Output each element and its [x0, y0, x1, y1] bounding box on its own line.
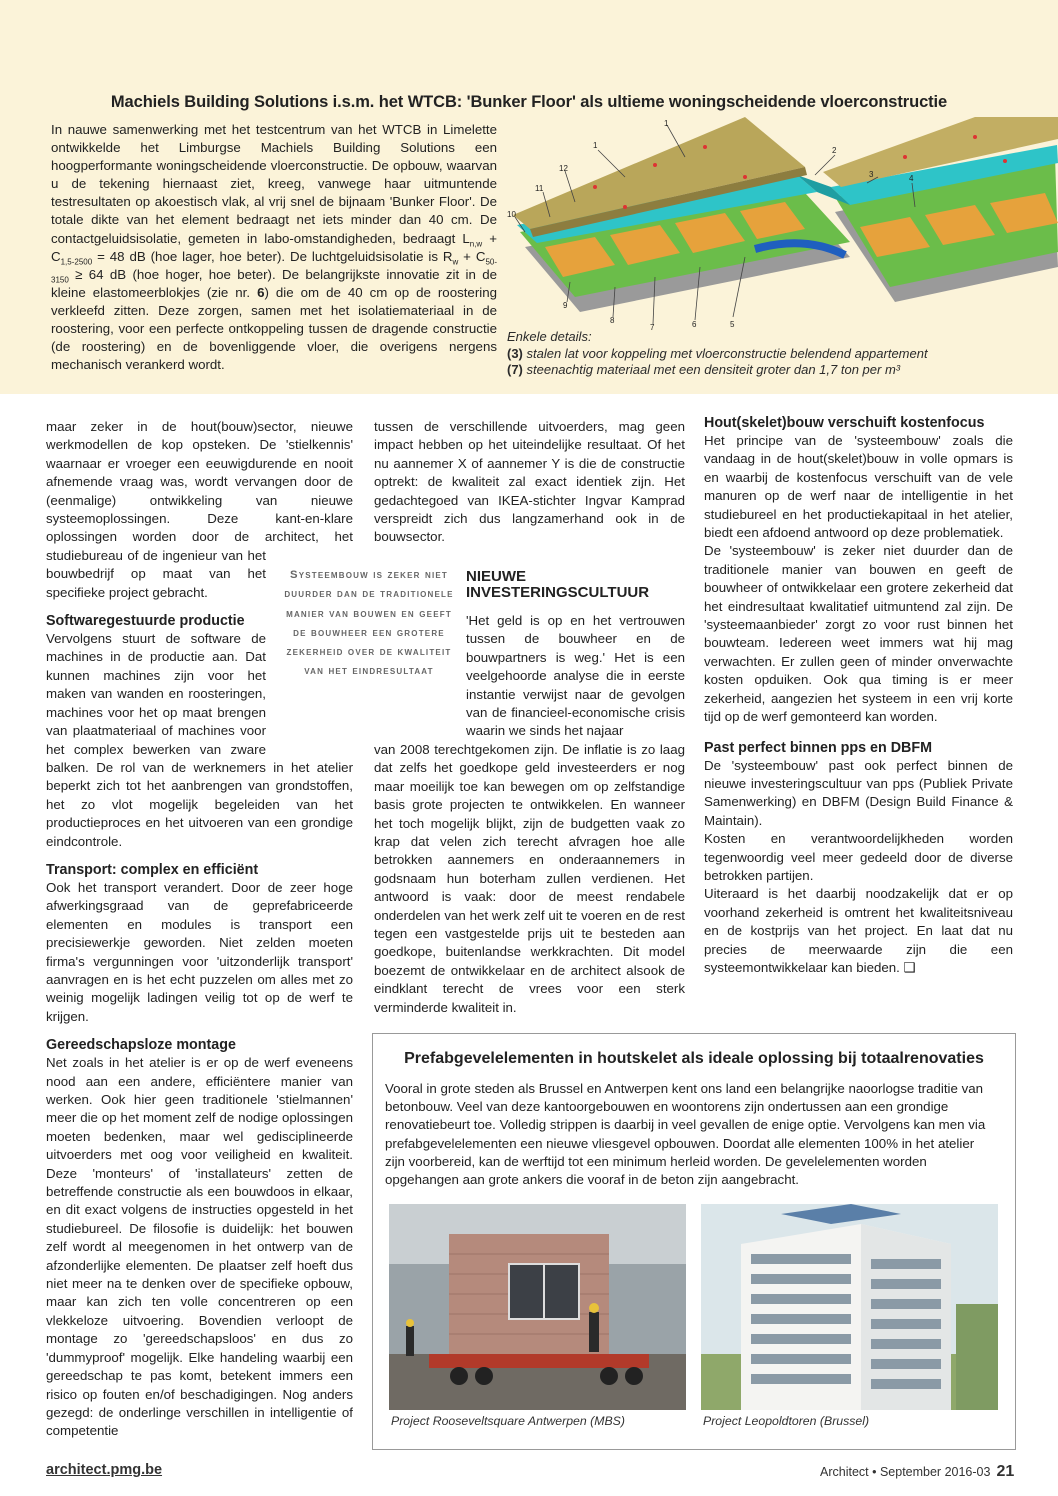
footer-issue: Architect • September 2016-03 21: [820, 1463, 1015, 1480]
box-title: Prefabgevelelementen in houtskelet als ideale oplossing bij totaalrenovaties: [404, 1050, 984, 1067]
drawing-label: 8: [610, 316, 615, 325]
drawing-label: 9: [563, 301, 568, 310]
paragraph: 'Het geld is op en het vertrouwen tussen de bouwheer en de bouwpartners is weg.' Het is een veelgehoorde analyse die in eerste instantie verwijst naar de gevolgen van de financieel-economische crisis waarin we sinds het najaar: [466, 613, 685, 739]
paragraph: van 2008 terechtgekomen zijn. De inflatie is zo laag dat zelfs het goedkope geld investeerders er nog maar moeilijk toe kan bewegen om op zelfstandige basis grote projecten te ontwikkelen. En wanneer het toch mogelijk blijkt, zijn de budgetten vaak zo krap dat velen zich terecht afvragen hoe alle betrokken aannemers en onderaannemers in godsnaam hun boterham zullen verdienen. Het antwoord is vaak: door de meest rendabele onderdelen van het werk zelf uit te voeren en de rest tegen een vastgestelde prijs uit te besteden aan goedkope, buitenlandse werkkrachten. Dit model boezemt de ontwikkelaar en de architect alsook de eindklant terecht de vrees voor een sterk verminderde kwaliteit in.: [374, 742, 685, 1015]
drawing-label: 1: [664, 119, 669, 128]
drawing-label: 7: [650, 323, 655, 332]
drawing-details: [507, 329, 1057, 379]
detail-item: (7) steenachtig materiaal met een densiteit groter dan 1,7 ton per m³: [507, 362, 901, 377]
detail-item: (3) stalen lat voor koppeling met vloerconstructie belendend appartement: [507, 345, 928, 361]
paragraph: Vervolgens stuurt de software de machines in de productie aan. Dat kunnen machines zijn voor het maken van wanden en roosteringen, machines voor het op maat brengen van plaatmateriaal of machines voor het complex bewerken van zware balken. De rol van de werknemers in het atelier beperkt zich tot het aanbrengen van grondstoffen, het zo vlot mogelijk begeleiden van het productieproces en het uitvoeren van een grondige eindcontrole.: [46, 631, 353, 849]
photo-rooseveltsquare: [389, 1204, 686, 1410]
page-number: 21: [996, 1463, 1015, 1480]
heading-nieuwe: NIEUWE INVESTERINGSCULTUUR: [466, 568, 650, 601]
drawing-label: 1: [593, 141, 598, 150]
paragraph: Uiteraard is het daarbij noodzakelijk dat er op voorhand zekerheid is omtrent het kwaliteitsniveau en de kostprijs van het project. En laat dat nu precies de meerwaarde zijn die een systeemontwikkelaar kan bieden. ❑: [704, 886, 1013, 975]
paragraph: De 'systeembouw' is zeker niet duurder dan de traditionele manier van bouwen en geeft de bouwheer of ontwikkelaar een grotere zekerheid dat het eindresultaat kwalitatief uitmuntend zal zijn. De 'systeemaanbieder' zorgt zo voor rust binnen het bouwteam. Iedereen weet immers wat hij mag verwachten. Er zullen geen of minder onverwachte kosten opduiken. Ook qua timing is er meer zekerheid, aangezien het systeem in een vrij korte tijd op de werf gemonteerd kan worden.: [704, 543, 1013, 725]
drawing-label: 3: [869, 170, 874, 179]
footer-site-link[interactable]: architect.pmg.be: [46, 1462, 163, 1478]
column-2-narrow: [466, 612, 685, 741]
paragraph: Het principe van de 'systeembouw' zoals die vandaag in de hout(skelet)bouw in volle opmars is en waarbij de kostenfocus verschuift van de vele manuren op de werf naar de intelligentie in het studiebureel en het productiekapitaal in het atelier, biedt een afdoend antwoord op deze problematiek.: [704, 433, 1013, 541]
heading-transport: Transport: complex en efficiënt: [46, 861, 259, 878]
paragraph: Kosten en verantwoordelijkheden worden tegenwoordig veel meer gedeeld door de diverse betrokken partijen.: [704, 831, 1013, 883]
drawing-label: 10: [507, 210, 516, 219]
caption-rooseveltsquare: Project Rooseveltsquare Antwerpen (MBS): [391, 1414, 625, 1428]
drawing-label: 12: [559, 164, 568, 173]
drawing-label: 6: [692, 320, 697, 329]
heading-software: Softwaregestuurde productie: [46, 613, 245, 630]
drawing-label: 2: [832, 146, 837, 155]
prefab-box: [372, 1033, 1016, 1450]
column-2-top: [374, 418, 685, 547]
caption-leopoldtoren: Project Leopoldtoren (Brussel): [703, 1414, 870, 1428]
column-3: [704, 414, 1013, 977]
details-heading: Enkele details:: [507, 329, 592, 344]
hero-title: Machiels Building Solutions i.s.m. het WTCB: 'Bunker Floor' als ultieme woningscheidende vloerconstructie: [110, 93, 948, 111]
paragraph: Ook het transport verandert. Door de zeer hoge afwerkingsgraad van de geprefabriceerde elementen en modules is transport een precisiewerkje geworden. Niet zelden moeten firma's vergunningen voor 'uitzonderlijk transport' aanvragen en is het echt puzzelen om alles met zo weinig mogelijk ladingen veilig tot op de werf te krijgen.: [46, 879, 353, 1024]
heading-hout: Hout(skelet)bouw verschuift kostenfocus: [704, 415, 985, 431]
hero-intro: In nauwe samenwerking met het testcentrum van het WTCB in Limelette ontwikkelde het Limburgse Machiels Building Solutions een hoogperformante woningscheidende vloerconstructie. De opbouw, waarvan u de tekening hiernaast ziet, kreeg, vanwege haar uitmuntende testresultaten op akoestisch vlak, al vrij snel de bijnaam 'Bunker Floor'. De totale dikte van het element bedraagt net iets minder dan 40 cm. De contactgeluidsisolatie, gemeten in labo-omstandigheden, bedraagt $L_{n,w} + C_{1,5-2500} = 48$ dB (hoe lager, hoe beter). De luchtgeluidsisolatie is $R_w + C_{50-3150} \ge 64$ dB (hoe hoger, hoe beter). De belangrijkste innovatie zit in de kleine elastomeerblokjes (zie nr. 6) die om de 40 cm op de roostering verkleefd zitten. Deze zorgen, samen met het isolatiemateriaal in de roostering, voor een perfecte ontkoppeling tussen de dragende constructie (de roostering) en de bovenliggende vloer, die overigens nergens mechanisch verankerd wordt.: [51, 122, 497, 373]
paragraph: De 'systeembouw' past ook perfect binnen de nieuwe investeringscultuur van pps (Publiek Private Samenwerking) en DBFM (Design Build Finance & Maintain).: [704, 757, 1013, 828]
box-text: Vooral in grote steden als Brussel en Antwerpen kent ons land een belangrijke naoorlogse traditie van betonbouw. Veel van deze kantoorgebouwen en woontorens zijn ondertussen aan een grondige renovatiebeurt toe. Volledig strippen is daarbij in veel gevallen de enige optie. Vervolgens kan men via prefabgevelelementen een nieuwe vliesgevel opbouwen. Doordat alle elementen 100% in het atelier zijn voorbereid, kan de werftijd tot een minimum herleid worden. De gevelelementen worden opgehangen aan grote ankers die vooraf in de beton zijn aangebracht.: [385, 1081, 986, 1188]
paragraph: maar zeker in de hout(bouw)sector, nieuwe werkmodellen de kop opsteken. De 'stielkennis' waarnaar er vroeger een eeuwigdurende en nooit afnemende vraag was, wordt vervangen door de (eenmalige) ontwikkeling van nieuwe systeemoplossingen. Deze kant-en-klare oplossingen worden door de architect, het studiebureau of de ingenieur van het bouwbedrijf op maat van het specifieke project gebracht.: [46, 419, 353, 600]
heading-pps: Past perfect binnen pps en DBFM: [704, 739, 932, 756]
heading-montage: Gereedschapsloze montage: [46, 1037, 236, 1054]
column-2-wide: [374, 741, 685, 1017]
drawing-label: 4: [909, 174, 914, 183]
pull-quote: Systeembouw is zeker niet duurder dan de traditionele manier van bouwen en geeft de bouwheer een grotere zekerheid over de kwaliteit van het eindresultaat: [284, 569, 454, 678]
photo-leopoldtoren: [701, 1204, 998, 1410]
drawing-label: 5: [730, 320, 735, 329]
drawing-label: 11: [535, 184, 544, 193]
paragraph: Net zoals in het atelier is er op de werf eveneens nood aan een andere, efficiëntere manier van werken. Ook hier geen traditionele 'stielmannen' meer die op het moment zelf de nodige oplossingen moeten bedenken, maar wel gedisciplineerde uitvoerders met oog voor veiligheid en kwaliteit. Deze 'monteurs' of 'installateurs' zetten de betreffende constructie als een bouwdoos in elkaar, en dit exact volgens de instructies opgesteld in het studiebureel. De filosofie is duidelijk: het bouwen zelf wordt al meegenomen in het ontwerp van de afzonderlijke elementen. De plaatser zelf hoeft dus niet meer na te denken over de specifieke opbouw, maar kan zich ten volle concentreren op een vlekkeloze uitvoering. Bovendien verloopt de montage zo 'gereedschapsloos' en dus zo 'dummyproof' mogelijk. Elke handeling waarbij een gereedschap te pas komt, betekent immers een risico op fouten en/of beschadigingen. Nog anders gezegd: de onderlinge verschillen in intelligentie of competentie: [46, 1055, 353, 1439]
bunker-floor-drawing: [505, 117, 1058, 337]
paragraph: tussen de verschillende uitvoerders, mag geen impact hebben op het uiteindelijke resultaat. Of het nu aannemer X of aannemer Y is die de constructie optrekt: de kwaliteit zal exact identiek zijn. Het gedachtegoed van IKEA-stichter Ingvar Kamprad verspreidt zich dus langzamerhand ook in de bouwsector.: [374, 419, 685, 545]
